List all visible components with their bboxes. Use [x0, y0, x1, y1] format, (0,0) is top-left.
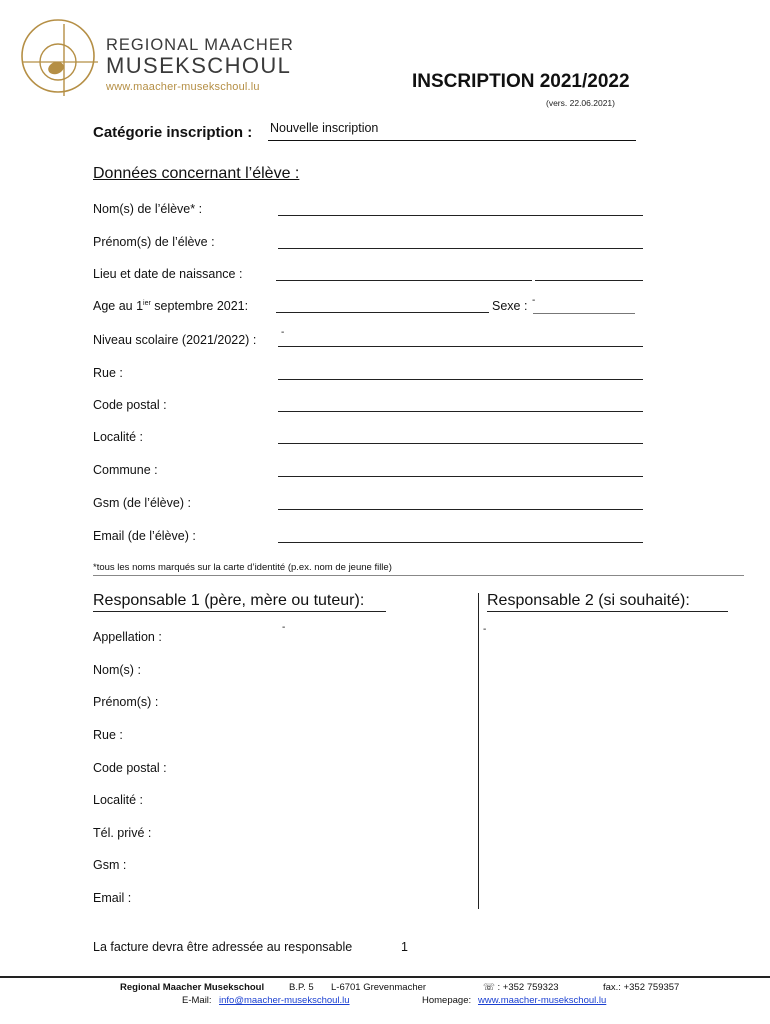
brand-name-line2: MUSEKSCHOUL — [106, 53, 292, 78]
brand-name-line1: REGIONAL MAACHER — [106, 36, 294, 54]
footnote: *tous les noms marqués sur la carte d’identité (p.ex. nom de jeune fille) — [93, 562, 392, 573]
resp-lastname-label: Nom(s) : — [93, 663, 141, 677]
resp-postal-code-label: Code postal : — [93, 761, 167, 775]
birth-place-field[interactable] — [276, 280, 532, 281]
footer-org: Regional Maacher Musekschoul — [120, 982, 265, 993]
student-section-title: Données concernant l’élève : — [93, 165, 300, 182]
postal-code-field[interactable] — [278, 411, 643, 412]
footer-fax: fax.: +352 759357 — [603, 982, 680, 993]
footer-homepage-link[interactable]: www.maacher-musekschoul.lu — [478, 995, 607, 1006]
invoice-label: La facture devra être adressée au responsable — [93, 940, 353, 954]
category-field[interactable]: Nouvelle inscription — [270, 121, 379, 135]
student-gsm-label: Gsm (de l’élève) : — [93, 496, 191, 510]
commune-field[interactable] — [278, 476, 643, 477]
resp-locality-label: Localité : — [93, 793, 144, 807]
responsible2-title-underline — [487, 611, 728, 612]
column-divider — [478, 593, 479, 909]
school-level-field[interactable] — [278, 346, 643, 347]
category-underline — [268, 140, 636, 141]
student-lastname-field[interactable] — [278, 215, 643, 216]
footer-divider — [0, 976, 770, 978]
school-logo — [20, 14, 100, 100]
student-firstname-label: Prénom(s) de l’élève : — [93, 235, 215, 249]
section-divider — [93, 575, 744, 576]
street-field[interactable] — [278, 379, 643, 380]
postal-code-label: Code postal : — [93, 398, 167, 412]
footer-homepage-label: Homepage: — [422, 995, 472, 1006]
resp-gsm-label: Gsm : — [93, 858, 127, 872]
category-label: Catégorie inscription : — [93, 124, 253, 141]
street-label: Rue : — [93, 366, 123, 380]
form-title: INSCRIPTION 2021/2022 — [412, 71, 630, 92]
student-gsm-field[interactable] — [278, 509, 643, 510]
responsible1-appellation-field[interactable]: - — [282, 622, 286, 633]
footer-address: L-6701 Grevenmacher — [331, 982, 427, 993]
student-firstname-field[interactable] — [278, 248, 643, 249]
locality-field[interactable] — [278, 443, 643, 444]
resp-email-label: Email : — [93, 891, 132, 905]
school-level-label: Niveau scolaire (2021/2022) : — [93, 333, 257, 347]
sex-value: - — [532, 295, 536, 306]
brand-url: www.maacher-musekschoul.lu — [106, 81, 260, 93]
birth-place-date-label: Lieu et date de naissance : — [93, 267, 243, 281]
footer-phone: ☏ : +352 759323 — [483, 982, 559, 993]
appellation-label: Appellation : — [93, 630, 162, 644]
age-field[interactable] — [276, 312, 489, 313]
invoice-responsible-field[interactable]: 1 — [401, 940, 408, 954]
commune-label: Commune : — [93, 463, 158, 477]
sex-field[interactable] — [533, 313, 635, 314]
resp-phone-label: Tél. privé : — [93, 826, 152, 840]
footer-email-link[interactable]: info@maacher-musekschoul.lu — [219, 995, 350, 1006]
resp-street-label: Rue : — [93, 728, 123, 742]
sex-label: Sexe : — [492, 299, 528, 313]
footer-email-label: E-Mail: — [182, 995, 212, 1006]
form-version: (vers. 22.06.2021) — [546, 98, 615, 108]
responsible1-title: Responsable 1 (père, mère ou tuteur): — [93, 592, 365, 609]
locality-label: Localité : — [93, 430, 144, 444]
student-lastname-label: Nom(s) de l’élève* : — [93, 202, 203, 216]
student-email-field[interactable] — [278, 542, 643, 543]
responsible2-title: Responsable 2 (si souhaité): — [487, 592, 690, 609]
responsible2-appellation-field[interactable]: - — [483, 624, 487, 635]
birth-date-field[interactable] — [535, 280, 643, 281]
school-level-value: - — [281, 327, 285, 338]
age-label: Age au $1^{ier}$ septembre 2021: — [93, 299, 249, 313]
student-email-label: Email (de l’élève) : — [93, 529, 196, 543]
footer-bp: B.P. 5 — [289, 982, 314, 993]
responsible1-title-underline — [93, 611, 386, 612]
resp-firstname-label: Prénom(s) : — [93, 695, 159, 709]
